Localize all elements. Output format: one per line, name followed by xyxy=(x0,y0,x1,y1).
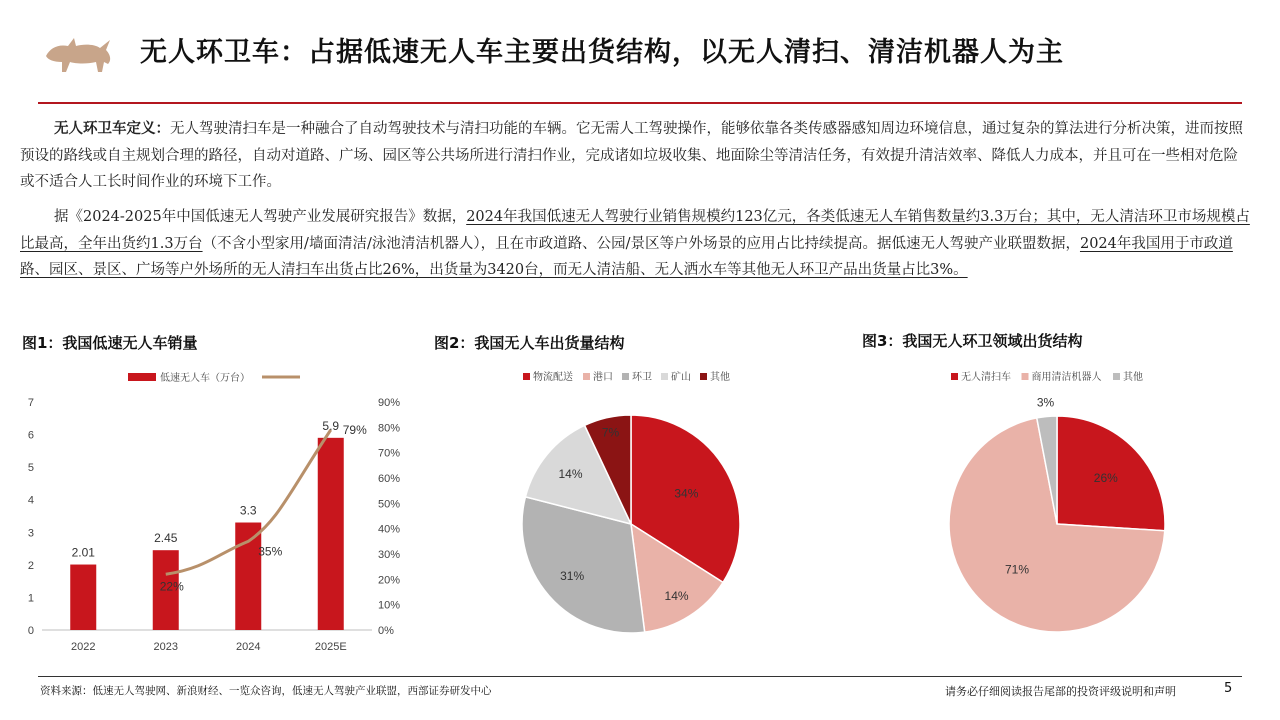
fig2-legend-label: 其他 xyxy=(710,372,730,383)
y2-tick-label: 20% xyxy=(378,574,401,587)
x-tick-label: 2024 xyxy=(236,641,261,653)
page-number: 5 xyxy=(1224,681,1233,696)
y2-tick-label: 80% xyxy=(378,422,401,435)
shipment-structure-pie-chart xyxy=(440,360,820,650)
bar-2024 xyxy=(235,523,261,630)
sanitation-structure-pie-chart xyxy=(880,360,1240,650)
bar-label-2023: 2.45 xyxy=(154,531,178,546)
x-tick-label: 2023 xyxy=(153,641,178,653)
fig2-title: 图2：我国无人车出货量结构 xyxy=(434,334,625,352)
fig1-title: 图1：我国低速无人车销量 xyxy=(22,334,198,352)
bull-logo-icon xyxy=(40,26,120,76)
fig2-slice-label-1: 14% xyxy=(664,588,689,603)
growth-label-2024: 35% xyxy=(258,544,283,559)
y-tick-label: 7 xyxy=(27,397,34,409)
definition-paragraph xyxy=(20,116,1252,196)
fig2-legend-label: 港口 xyxy=(593,372,613,383)
y2-tick-label: 60% xyxy=(378,473,401,485)
bar-2022 xyxy=(70,565,96,630)
market-text-3: （不含小型家用/墙面清洁/泳池清洁机器人），且在市政道路、公园/景区等户外场景的应用占比持续提高。据低速无人驾驶产业联盟数据， xyxy=(202,235,1080,252)
y2-tick-label: 70% xyxy=(378,447,401,460)
legend-swatch-sales xyxy=(128,373,156,381)
y-tick-label: 0 xyxy=(27,625,34,637)
fig3-slice-label-2: 3% xyxy=(1036,395,1055,410)
bar-label-2025E: 5.9 xyxy=(322,418,340,433)
y-tick-label: 5 xyxy=(27,462,34,475)
y2-tick-label: 10% xyxy=(378,599,401,612)
y-tick-label: 6 xyxy=(27,429,34,442)
bar-label-2022: 2.01 xyxy=(71,545,95,560)
fig3-slice-label-1: 71% xyxy=(1004,562,1030,577)
definition-lead: 无人环卫车定义： xyxy=(54,120,170,137)
definition-body: 无人驾驶清扫车是一种融合了自动驾驶技术与清扫功能的车辆。它无需人工驾驶操作，能够依靠各类传感器感知周边环境信息，通过复杂的算法进行分析决策，进而按照预设的路线或自主规划合理的路径，自动对道路、广场、园区等公共场所进行清扫作业，完成诸如垃圾收集、地面除尘等清洁任务，有效提升清洁效率、降低人力成本，并且可在一些相对危险或不适合人工长时间作业的环境下工作。 xyxy=(20,121,1243,190)
y-tick-label: 3 xyxy=(27,527,34,540)
fig3-title: 图3：我国无人环卫领域出货结构 xyxy=(862,332,1083,350)
growth-label-2025E: 79% xyxy=(342,422,367,437)
footer-divider xyxy=(38,676,1242,677)
fig3-legend-label: 无人清扫车 xyxy=(961,372,1011,383)
fig2-slice-label-0: 34% xyxy=(674,486,699,501)
y2-tick-label: 30% xyxy=(378,549,401,561)
fig3-legend-swatch xyxy=(1113,373,1120,380)
market-data-paragraph xyxy=(20,204,1252,284)
source-note: 资料来源：低速无人驾驶网、新浪财经、一览众咨询，低速无人驾驶产业联盟，西部证券研发中心 xyxy=(40,685,492,697)
page-title: 无人环卫车：占据低速无人车主要出货结构，以无人清扫、清洁机器人为主 xyxy=(140,37,1064,68)
fig3-legend-swatch xyxy=(951,373,958,380)
growth-label-2023: 22% xyxy=(159,579,184,594)
fig3-legend-swatch xyxy=(1022,373,1029,380)
fig2-legend-label: 物流配送 xyxy=(533,372,573,383)
fig2-legend-label: 矿山 xyxy=(671,372,691,383)
y2-tick-label: 40% xyxy=(378,523,401,536)
fig2-legend-label: 环卫 xyxy=(632,372,652,383)
y2-tick-label: 0% xyxy=(378,625,394,637)
header-divider xyxy=(38,102,1242,104)
fig3-slice-label-0: 26% xyxy=(1093,471,1118,486)
fig2-legend-swatch xyxy=(523,373,530,380)
fig2-legend-swatch xyxy=(700,373,707,380)
x-tick-label: 2025E xyxy=(314,641,347,653)
y-tick-label: 4 xyxy=(27,494,34,507)
fig2-slice-label-2: 31% xyxy=(560,568,585,583)
market-text-1: 据《2024-2025年中国低速无人驾驶产业发展研究报告》数据， xyxy=(54,209,467,225)
market-text-2: 2024年我国低速无人驾驶行业销售规模约123亿元，各类低速无人车销售数量约3.3万台；其中，无人清洁环卫市场规模占比最高，全年出货约1.3万台 xyxy=(20,209,1250,252)
disclaimer-link[interactable]: 请务必仔细阅读报告尾部的投资评级说明和声明 xyxy=(945,685,1176,698)
fig3-legend-label: 商用清洁机器人 xyxy=(1031,372,1102,383)
fig2-legend-swatch xyxy=(622,373,629,380)
bar-label-2024: 3.3 xyxy=(239,503,257,518)
y-tick-label: 2 xyxy=(27,559,34,572)
legend-label-sales: 低速无人车（万台） xyxy=(160,373,250,384)
y2-tick-label: 90% xyxy=(378,397,401,409)
bar-2025E xyxy=(318,438,344,630)
fig2-legend-swatch xyxy=(661,373,668,380)
y-tick-label: 1 xyxy=(27,592,34,605)
market-text-4: 2024年我国用于市政道路、园区、景区、广场等户外场所的无人清扫车出货占比26%，出货量为3420台，而无人清洁船、无人洒水车等其他无人环卫产品出货量占比3%。 xyxy=(20,235,1233,278)
fig2-legend-swatch xyxy=(583,373,590,380)
x-tick-label: 2022 xyxy=(71,641,96,653)
fig2-slice-label-3: 14% xyxy=(558,466,583,481)
sales-bar-line-chart xyxy=(0,360,420,660)
y2-tick-label: 50% xyxy=(378,498,401,511)
fig3-legend-label: 其他 xyxy=(1123,372,1143,383)
fig2-slice-label-4: 7% xyxy=(601,425,620,440)
